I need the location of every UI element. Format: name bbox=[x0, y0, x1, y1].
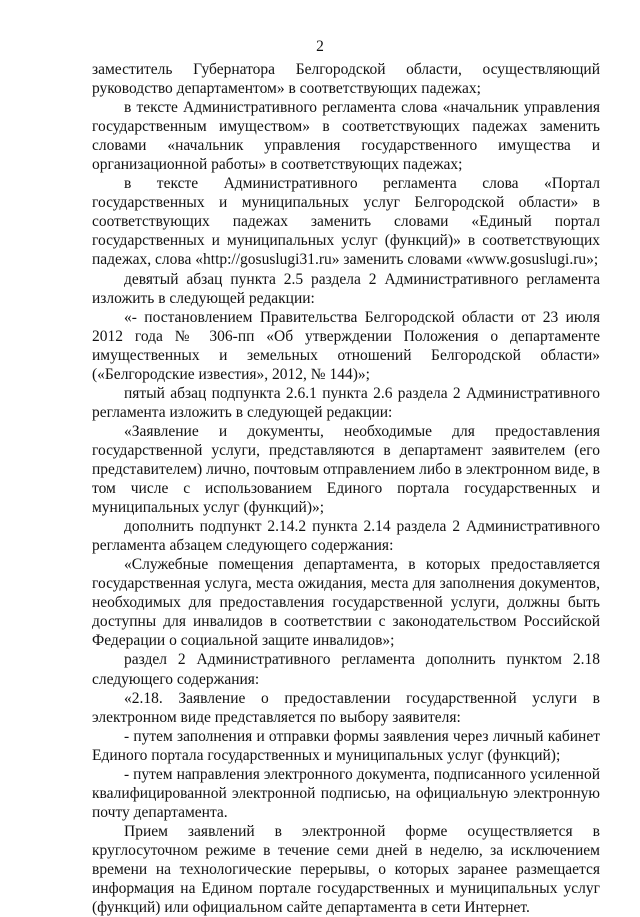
paragraph: «Заявление и документы, необходимые для предоставления государственной услуги, представляются в департамент заявителем (его представителем) лично, почтовым отправлением либо в электронном виде, в том числе с использованием Единого портала государственных и муниципальных услуг (функций)»; bbox=[92, 422, 600, 517]
paragraph: в тексте Административного регламента слова «начальник управления государственным имуществом» в соответствующих падежах заменить словами «начальник управления государственного имущества и организационной работы» в соответствующих падежах; bbox=[92, 99, 600, 174]
paragraph: заместитель Губернатора Белгородской области, осуществляющий руководство департаментом» в соответствующих падежах; bbox=[92, 61, 600, 98]
paragraph: «Служебные помещения департамента, в которых предоставляется государственная услуга, места ожидания, места для заполнения документов, необходимых для предоставления государственной услуги, должны быть доступны для инвалидов в соответствии с законодательством Российской Федерации о социальной защите инвалидов»; bbox=[92, 556, 600, 650]
paragraph: в тексте Административного регламента слова «Портал государственных и муниципальных услуг Белгородской области» в соответствующих падежах заменить словами «Единый портал государственных и муниципальных услуг (функций)» в соответствующих падежах, слова «http://gosuslugi31.ru» заменить словами «www.gosuslugi.ru»; bbox=[92, 175, 600, 269]
paragraph: «2.18. Заявление о предоставлении государственной услуги в электронном виде представляется по выбору заявителя: bbox=[92, 689, 600, 726]
paragraph: - путем заполнения и отправки формы заявления через личный кабинет Единого портала государственных и муниципальных услуг (функций); bbox=[92, 727, 600, 764]
paragraph: - путем направления электронного документа, подписанного усиленной квалифицированной электронной подписью, на официальную электронную почту департамента. bbox=[92, 765, 600, 821]
document-body bbox=[92, 60, 600, 917]
paragraph: дополнить подпункт 2.14.2 пункта 2.14 раздела 2 Административного регламента абзацем следующего содержания: bbox=[92, 518, 600, 555]
page-number: 2 bbox=[316, 38, 324, 55]
paragraph: пятый абзац подпункта 2.6.1 пункта 2.6 раздела 2 Административного регламента изложить в следующей редакции: bbox=[92, 384, 600, 421]
paragraph: девятый абзац пункта 2.5 раздела 2 Административного регламента изложить в следующей редакции: bbox=[92, 270, 600, 307]
paragraph: Прием заявлений в электронной форме осуществляется в круглосуточном режиме в течение семи дней в неделю, за исключением времени на технологические перерывы, о которых заранее размещается информация на Едином портале государственных и муниципальных услуг (функций) или официальном сайте департамента в сети Интернет. bbox=[92, 822, 600, 917]
paragraph: «- постановлением Правительства Белгородской области от 23 июля 2012 года № 306-пп «Об утверждении Положения о департаменте имущественных и земельных отношений Белгородской области» («Белгородские известия», 2012, № 144)»; bbox=[92, 308, 600, 383]
paragraph: раздел 2 Административного регламента дополнить пунктом 2.18 следующего содержания: bbox=[92, 651, 600, 688]
